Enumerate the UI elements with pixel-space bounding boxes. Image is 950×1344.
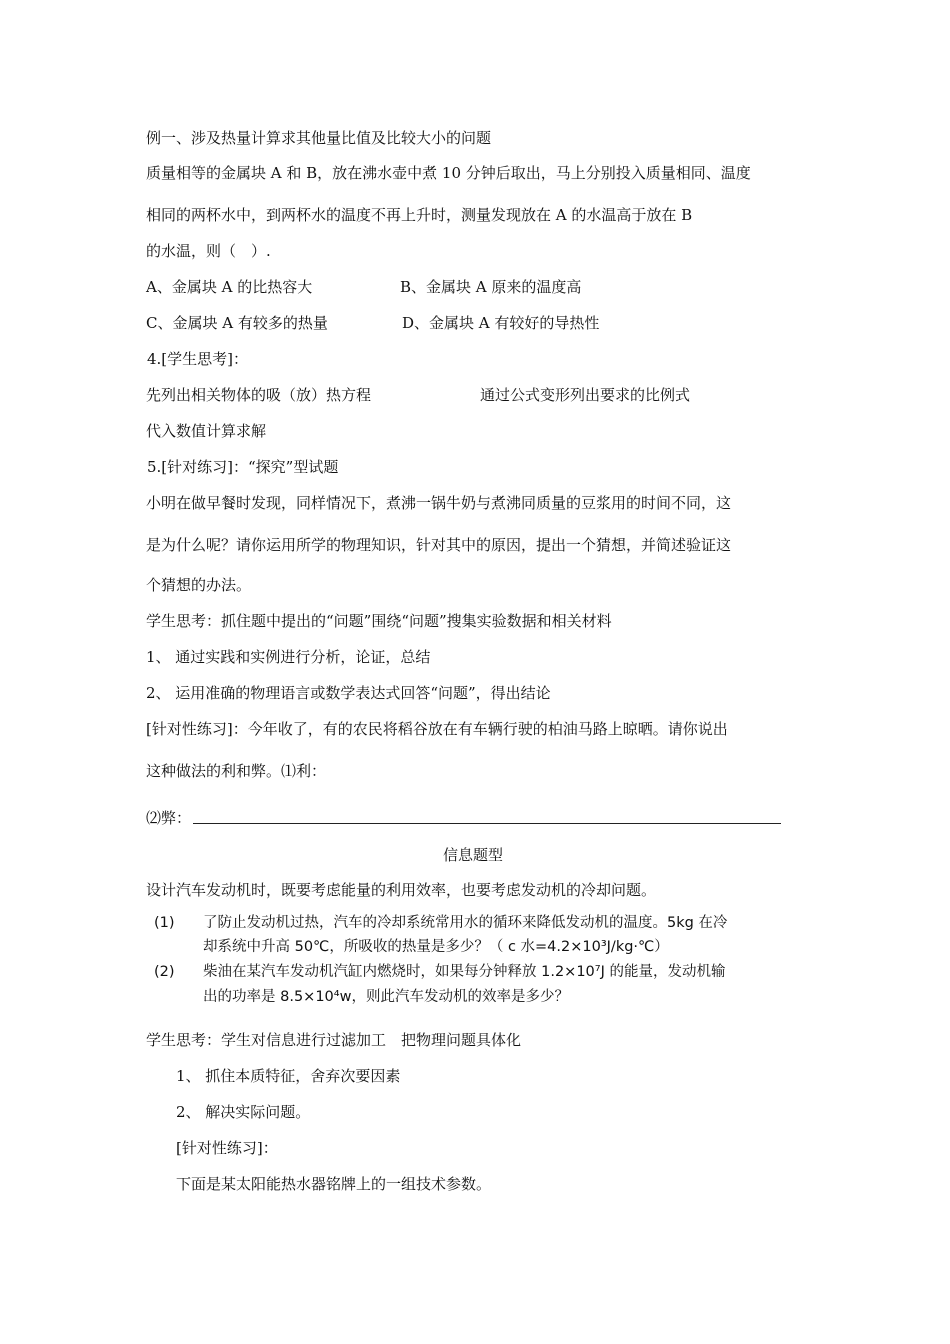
practice-line1: [针对性练习]：今年收了，有的农民将稻谷放在有车辆行驶的柏油马路上晾晒。请你说出 [146, 720, 728, 738]
info-point1: 1、 抓住本质特征，舍弃次要因素 [176, 1067, 401, 1085]
info-heading: 信息题型 [443, 846, 504, 864]
info-practice-heading: [针对性练习]： [176, 1139, 278, 1157]
section5-point2: 2、 运用准确的物理语言或数学表达式回答“问题”，得出结论 [146, 684, 551, 702]
practice-line2: 这种做法的利和弊。⑴利： [146, 762, 327, 780]
example1-question-line1: 质量相等的金属块 A 和 B，放在沸水壶中煮 10 分钟后取出，马上分别投入质量相同、温度 [146, 164, 751, 182]
info-q2-line2: 出的功率是 8.5×10⁴w，则此汽车发动机的效率是多少？ [203, 989, 569, 1005]
info-q1-line1: 了防止发动机过热，汽车的冷却系统常用水的循环来降低发动机的温度。5kg 在冷 [203, 915, 728, 931]
info-intro: 设计汽车发动机时，既要考虑能量的利用效率，也要考虑发动机的冷却问题。 [146, 881, 657, 899]
answer-blank-line [193, 823, 781, 824]
section4-step2: 通过公式变形列出要求的比例式 [480, 386, 691, 404]
section5-point1: 1、 通过实践和实例进行分析，论证，总结 [146, 648, 431, 666]
section4-step3: 代入数值计算求解 [146, 422, 267, 440]
example1-question-line2: 相同的两杯水中，到两杯水的温度不再上升时，测量发现放在 A 的水温高于放在 B [146, 206, 693, 224]
practice-line3: ⑵弊： [146, 809, 192, 827]
info-student-think: 学生思考：学生对信息进行过滤加工 把物理问题具体化 [146, 1031, 522, 1049]
section5-paragraph-line3: 个猜想的办法。 [146, 576, 252, 594]
section5-heading: 5.[针对练习]：“探究”型试题 [147, 458, 339, 476]
info-point2: 2、 解决实际问题。 [176, 1103, 311, 1121]
info-last-line: 下面是某太阳能热水器铭牌上的一组技术参数。 [176, 1175, 492, 1193]
info-q2-number: (2) [154, 964, 175, 980]
section5-paragraph-line1: 小明在做早餐时发现，同样情况下，煮沸一锅牛奶与煮沸同质量的豆浆用的时间不同，这 [146, 494, 732, 512]
option-c: C、金属块 A 有较多的热量 [146, 314, 328, 332]
option-a: A、金属块 A 的比热容大 [146, 278, 313, 296]
section4-heading: 4.[学生思考]： [147, 350, 249, 368]
example1-title: 例一、涉及热量计算求其他量比值及比较大小的问题 [146, 129, 492, 147]
info-q1-number: (1) [154, 915, 175, 931]
info-q2-line1: 柴油在某汽车发动机汽缸内燃烧时，如果每分钟释放 1.2×10⁷J 的能量，发动机输 [203, 964, 726, 980]
section5-paragraph-line2: 是为什么呢？请你运用所学的物理知识，针对其中的原因，提出一个猜想，并简述验证这 [146, 536, 732, 554]
option-b: B、金属块 A 原来的温度高 [400, 278, 582, 296]
section4-step1: 先列出相关物体的吸（放）热方程 [146, 386, 372, 404]
section5-student-think: 学生思考：抓住题中提出的“问题”围绕“问题”搜集实验数据和相关材料 [146, 612, 612, 630]
option-d: D、金属块 A 有较好的导热性 [402, 314, 600, 332]
example1-question-line3: 的水温，则（ ）. [146, 242, 271, 260]
info-q1-line2: 却系统中升高 50℃，所吸收的热量是多少？（ c 水=4.2×10³J/kg·℃） [203, 939, 669, 955]
